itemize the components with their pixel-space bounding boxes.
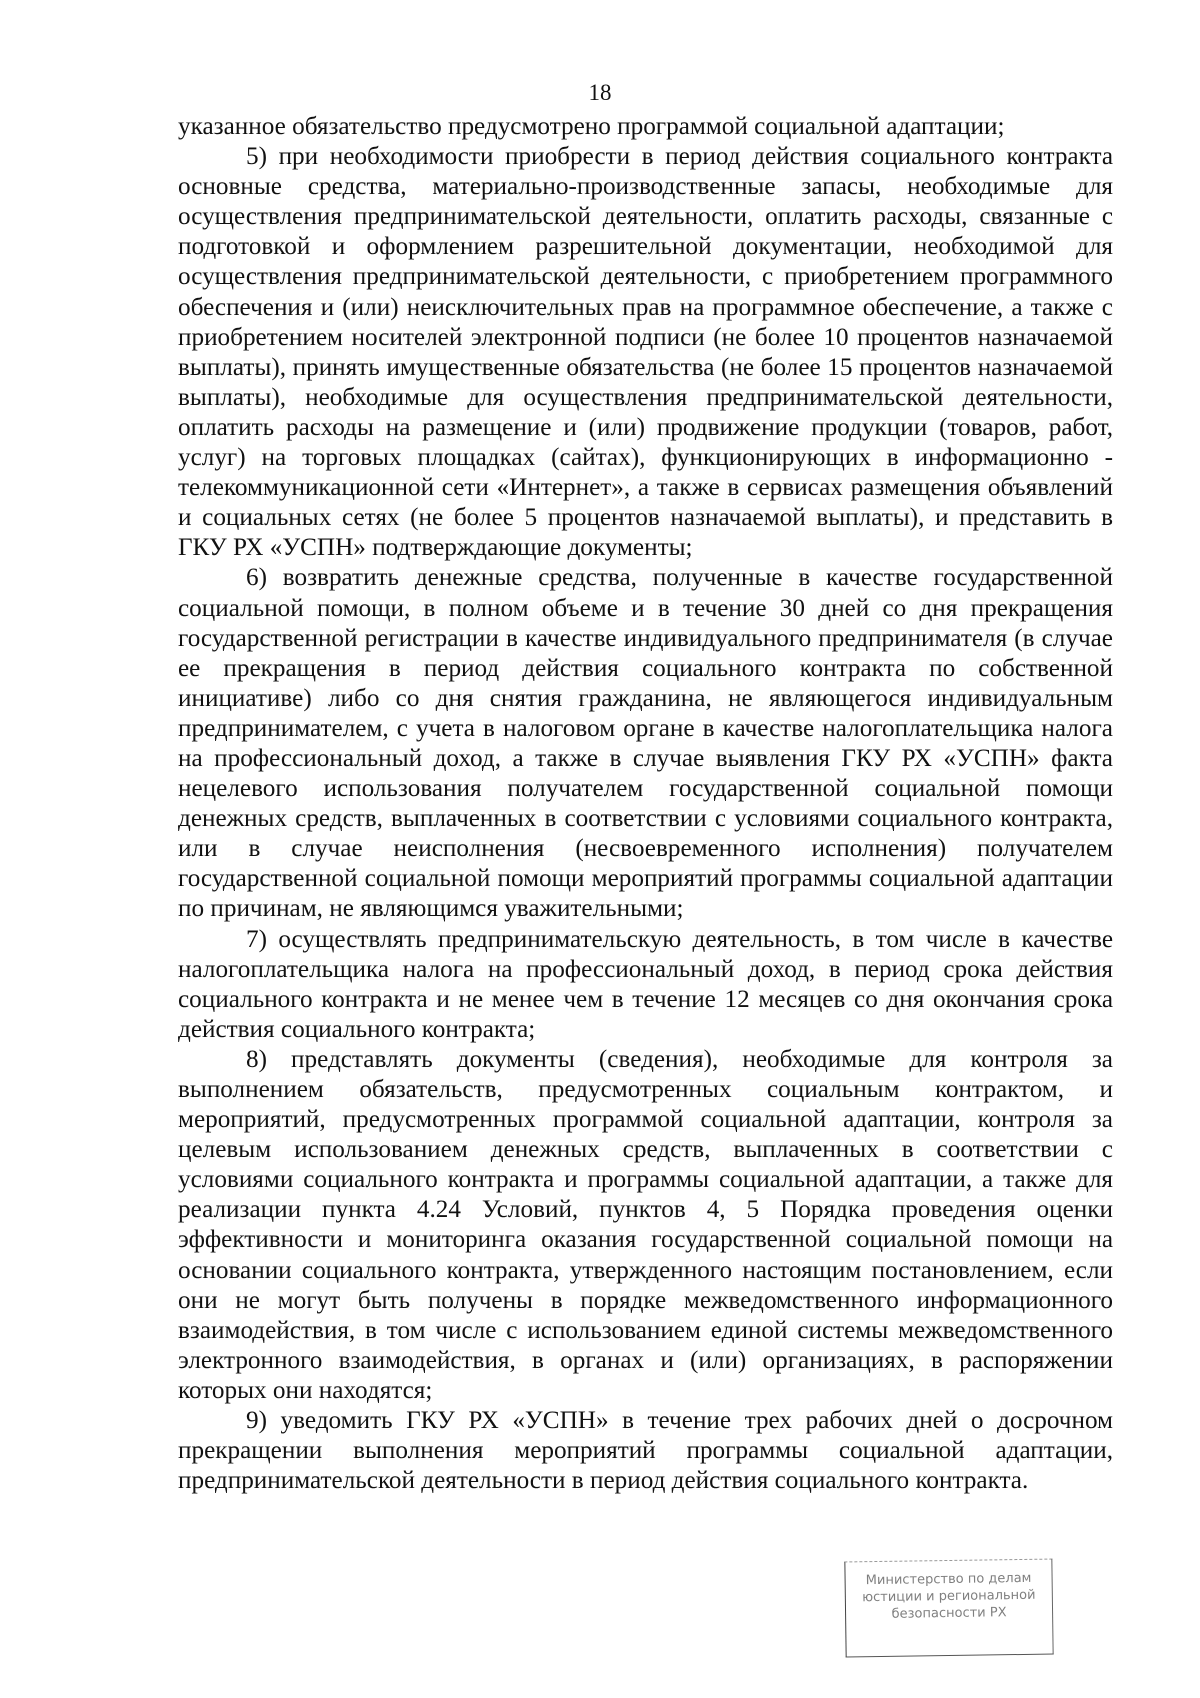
stamp-line-2: юстиции и региональной [862, 1587, 1036, 1606]
stamp-line-3: безопасности РХ [891, 1605, 1007, 1622]
paragraph-item-8: 8) представлять документы (сведения), необходимые для контроля за выполнением обязательств, предусмотренных социальным контрактом, и мероприятий, предусмотренных программой социальной адаптации, контроля за целевым использованием денежных средств, выплаченных в соответствии с условиями социального контракта и программы социальной адаптации, а также для реализации пункта 4.24 Условий, пунктов 4, 5 Порядка проведения оценки эффективности и мониторинга оказания государственной социальной помощи на основании социального контракта, утвержденного настоящим постановлением, если они не могут быть получены в порядке межведомственного информационного взаимодействия, в том числе с использованием единой системы межведомственного электронного взаимодействия, в органах и (или) организациях, в распоряжении которых они находятся; [178, 1045, 1113, 1404]
paragraph-item-6: 6) возвратить денежные средства, полученные в качестве государственной социальной помощи, в полном объеме и в течение 30 дней со дня прекращения государственной регистрации в качестве индивидуального предпринимателя (в случае ее прекращения в период действия социального контракта по собственной инициативе) либо со дня снятия гражданина, не являющегося индивидуальным предпринимателем, с учета в налоговом органе в качестве налогоплательщика налога на профессиональный доход, а также в случае выявления ГКУ РХ «УСПН» факта нецелевого использования получателем государственной социальной помощи денежных средств, выплаченных в соответствии с условиями социального контракта, или в случае неисполнения (несвоевременного исполнения) получателем государственной социальной помощи мероприятий программы социальной адаптации по причинам, не являющимся уважительными; [178, 564, 1113, 923]
paragraph-item-5: 5) при необходимости приобрести в период действия социального контракта основные средства, материально-производственные запасы, необходимые для осуществления предпринимательской деятельности, оплатить расходы, связанные с подготовкой и оформлением разрешительной документации, необходимой для осуществления предпринимательской деятельности, с приобретением программного обеспечения и (или) неисключительных прав на программное обеспечение, а также с приобретением носителей электронной подписи (не более 10 процентов назначаемой выплаты), принять имущественные обязательства (не более 15 процентов назначаемой выплаты), необходимые для осуществления предпринимательской деятельности, оплатить расходы на размещение и (или) продвижение продукции (товаров, работ, услуг) на торговых площадках (сайтах), функционирующих в информационно - телекоммуникационной сети «Интернет», а также в сервисах размещения объявлений и социальных сетях (не более 5 процентов назначаемой выплаты), и представить в ГКУ РХ «УСПН» подтверждающие документы; [178, 143, 1113, 562]
page-number: 18 [588, 80, 612, 105]
stamp-line-1: Министерство по делам [865, 1570, 1032, 1589]
paragraph-item-9: 9) уведомить ГКУ РХ «УСПН» в течение трех рабочих дней о досрочном прекращении выполнения мероприятий программы социальной адаптации, предпринимательской деятельности в период действия социального контракта. [178, 1407, 1113, 1495]
paragraph-continuation: указанное обязательство предусмотрено программой социальной адаптации; [178, 113, 1005, 140]
registration-stamp [844, 1559, 1053, 1658]
document-body [178, 112, 1113, 1496]
paragraph-item-7: 7) осуществлять предпринимательскую деятельность, в том числе в качестве налогоплательщика налога на профессиональный доход, в период срока действия социального контракта и не менее чем в течение 12 месяцев со дня окончания срока действия социального контракта; [178, 925, 1113, 1043]
